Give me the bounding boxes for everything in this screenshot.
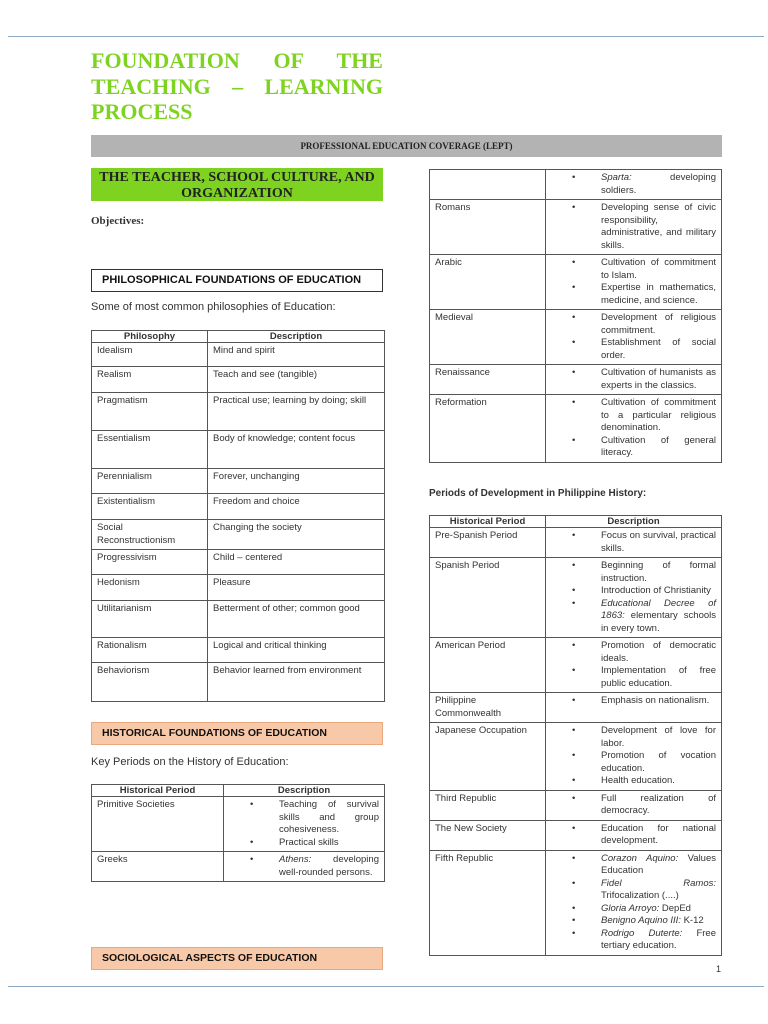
- bullet-item: [279, 799, 379, 837]
- philosophy-name: Realism: [92, 367, 208, 393]
- bullet-item: [601, 853, 716, 878]
- philosophy-description: Teach and see (tangible): [208, 367, 385, 393]
- bullet-item: [601, 903, 716, 916]
- bullet-list: [229, 854, 379, 879]
- bullet-list: [551, 367, 716, 392]
- table-row: [92, 469, 385, 494]
- bullet-text: Trifocalization (....): [601, 890, 679, 901]
- column-header-philosophy: Philosophy: [92, 331, 208, 343]
- coverage-banner: PROFESSIONAL EDUCATION COVERAGE (LEPT): [91, 135, 722, 157]
- period-name: American Period: [430, 638, 546, 693]
- period-name: The New Society: [430, 820, 546, 850]
- period-name: Arabic: [430, 255, 546, 310]
- table-row: [92, 550, 385, 575]
- bullet-item: [601, 172, 716, 197]
- column-header-description: Description: [224, 785, 385, 797]
- bullet-item: [601, 560, 716, 585]
- period-description: [546, 820, 722, 850]
- bullet-list: [551, 172, 716, 197]
- philosophy-name: Perennialism: [92, 469, 208, 494]
- bullet-text: developing well-rounded persons.: [279, 854, 379, 878]
- period-description: [546, 528, 722, 558]
- philosophy-description: Pleasure: [208, 575, 385, 601]
- bullet-text: Development of religious commitment.: [601, 312, 716, 336]
- philosophy-name: Behaviorism: [92, 663, 208, 702]
- bullet-text: Values Education: [601, 852, 716, 876]
- philosophy-name: Rationalism: [92, 638, 208, 663]
- table-row: [92, 797, 385, 852]
- objectives-label: Objectives:: [91, 215, 145, 227]
- bullet-item: [601, 435, 716, 460]
- bullet-text: Promotion of vocation education.: [601, 750, 716, 774]
- italic-term: Fidel Ramos:: [601, 877, 716, 889]
- bullet-text: Health education.: [601, 775, 675, 786]
- bullet-item: [601, 750, 716, 775]
- column-header-historical-period: Historical Period: [430, 516, 546, 528]
- bullet-text: Cultivation of humanists as experts in the classics.: [601, 367, 716, 391]
- bullet-item: [601, 915, 716, 928]
- period-description: [546, 310, 722, 365]
- period-description: [224, 797, 385, 852]
- period-description: [546, 365, 722, 395]
- period-name: Philippine Commonwealth: [430, 693, 546, 723]
- philosophy-name: Pragmatism: [92, 393, 208, 431]
- table-row: [92, 431, 385, 469]
- bullet-list: [551, 530, 716, 555]
- table-row: [92, 393, 385, 431]
- period-name: [430, 170, 546, 200]
- period-name: Primitive Societies: [92, 797, 224, 852]
- period-name: Medieval: [430, 310, 546, 365]
- bullet-list: [551, 695, 716, 708]
- table-row: [430, 638, 722, 693]
- bullet-list: [551, 640, 716, 690]
- historical-intro: Key Periods on the History of Education:: [91, 756, 289, 768]
- period-description: [546, 693, 722, 723]
- bullet-item: [601, 397, 716, 435]
- philosophy-description: Betterment of other; common good: [208, 601, 385, 638]
- period-description: [546, 638, 722, 693]
- bullet-item: [279, 837, 379, 850]
- bullet-text: Practical skills: [279, 836, 339, 848]
- bullet-item: [601, 257, 716, 282]
- philosophy-description: Body of knowledge; content focus: [208, 431, 385, 469]
- bullet-item: [601, 202, 716, 252]
- period-description: [546, 255, 722, 310]
- bullet-item: [601, 725, 716, 750]
- bullet-text: K-12: [680, 915, 704, 926]
- philosophy-name: Idealism: [92, 343, 208, 367]
- table-row: [430, 255, 722, 310]
- bullet-item: [601, 312, 716, 337]
- philosophy-name: Hedonism: [92, 575, 208, 601]
- italic-term: Rodrigo Duterte:: [601, 927, 683, 939]
- period-name: Third Republic: [430, 790, 546, 820]
- table-row: [92, 601, 385, 638]
- bullet-item: [601, 530, 716, 555]
- period-name: Spanish Period: [430, 558, 546, 638]
- table-row: [430, 170, 722, 200]
- bullet-list: [551, 793, 716, 818]
- bullet-item: [601, 598, 716, 636]
- bullet-item: [601, 367, 716, 392]
- bullet-item: [601, 775, 716, 788]
- table-row: [92, 638, 385, 663]
- philosophy-name: Utilitarianism: [92, 601, 208, 638]
- bullet-text: Cultivation of general literacy.: [601, 434, 716, 458]
- table-row: [92, 852, 385, 882]
- philosophy-description: Child – centered: [208, 550, 385, 575]
- table-row: [92, 494, 385, 520]
- italic-term: Sparta:: [601, 172, 632, 183]
- period-name: Pre-Spanish Period: [430, 528, 546, 558]
- history-periods-table-continued: [429, 169, 722, 463]
- bullet-text: Cultivation of commitment to Islam.: [601, 257, 716, 281]
- bullet-list: [551, 853, 716, 953]
- bullet-text: Cultivation of commitment to a particular religious denomination.: [601, 397, 716, 433]
- bullet-list: [229, 799, 379, 849]
- period-description: [224, 852, 385, 882]
- bullet-list: [551, 257, 716, 307]
- bullet-text: Emphasis on nationalism.: [601, 695, 710, 706]
- italic-term: Corazon Aquino:: [601, 852, 679, 864]
- bullet-item: [601, 337, 716, 362]
- bullet-item: [279, 854, 379, 879]
- footer-rule: [8, 986, 764, 987]
- column-header-historical-period: Historical Period: [92, 785, 224, 797]
- period-name: Greeks: [92, 852, 224, 882]
- period-name: Renaissance: [430, 365, 546, 395]
- bullet-text: Introduction of Christianity: [601, 585, 711, 596]
- period-description: [546, 200, 722, 255]
- historical-heading: HISTORICAL FOUNDATIONS OF EDUCATION: [91, 722, 383, 745]
- bullet-text: Beginning of formal instruction.: [601, 560, 716, 584]
- bullet-list: [551, 725, 716, 788]
- bullet-list: [551, 397, 716, 460]
- bullet-text: Expertise in mathematics, medicine, and science.: [601, 282, 716, 306]
- bullet-item: [601, 282, 716, 307]
- period-description: [546, 723, 722, 791]
- table-row: [430, 395, 722, 463]
- period-name: Fifth Republic: [430, 850, 546, 955]
- bullet-text: Implementation of free public education.: [601, 665, 716, 689]
- philosophical-intro: Some of most common philosophies of Education:: [91, 301, 336, 313]
- period-description: [546, 170, 722, 200]
- table-row: [430, 790, 722, 820]
- bullet-item: [601, 695, 716, 708]
- bullet-item: [601, 928, 716, 953]
- italic-term: Athens:: [279, 854, 312, 865]
- bullet-text: Focus on survival, practical skills.: [601, 530, 716, 554]
- period-name: Romans: [430, 200, 546, 255]
- bullet-text: developing soldiers.: [601, 172, 716, 196]
- philippine-history-heading: Periods of Development in Philippine History:: [429, 488, 647, 499]
- table-row: [430, 528, 722, 558]
- period-name: Japanese Occupation: [430, 723, 546, 791]
- philosophy-description: Changing the society: [208, 520, 385, 550]
- bullet-text: elementary schools in every town.: [601, 610, 716, 634]
- philosophy-name: Progressivism: [92, 550, 208, 575]
- philosophy-description: Forever, unchanging: [208, 469, 385, 494]
- bullet-item: [601, 665, 716, 690]
- italic-term: Gloria Arroyo:: [601, 902, 660, 914]
- header-rule: [8, 36, 764, 37]
- table-row: [430, 850, 722, 955]
- table-row: [92, 575, 385, 601]
- table-row: [430, 693, 722, 723]
- bullet-text: Full realization of democracy.: [601, 792, 716, 816]
- bullet-list: [551, 312, 716, 362]
- italic-term: Educational Decree of 1863:: [601, 597, 716, 621]
- column-header-description: Description: [208, 331, 385, 343]
- section-heading-teacher: THE TEACHER, SCHOOL CULTURE, AND ORGANIZATION: [91, 168, 383, 201]
- bullet-text: Education for national development.: [601, 822, 716, 846]
- table-row: [430, 723, 722, 791]
- bullet-text: DepEd: [659, 902, 691, 914]
- table-row: [430, 200, 722, 255]
- bullet-text: Developing sense of civic responsibility, administrative, and military skills.: [601, 202, 716, 251]
- bullet-item: [601, 585, 716, 598]
- column-header-description: Description: [546, 516, 722, 528]
- bullet-text: Teaching of survival skills and group cohesiveness.: [279, 799, 379, 835]
- page-number: 1: [716, 964, 722, 974]
- table-row: [92, 520, 385, 550]
- bullet-item: [601, 640, 716, 665]
- bullet-text: Promotion of democratic ideals.: [601, 640, 716, 664]
- period-description: [546, 395, 722, 463]
- philosophy-name: Essentialism: [92, 431, 208, 469]
- bullet-item: [601, 823, 716, 848]
- philosophy-description: Behavior learned from environment: [208, 663, 385, 702]
- table-row: [92, 343, 385, 367]
- philosophical-heading: PHILOSOPHICAL FOUNDATIONS OF EDUCATION: [91, 269, 383, 292]
- philosophy-description: Logical and critical thinking: [208, 638, 385, 663]
- bullet-list: [551, 823, 716, 848]
- bullet-text: Development of love for labor.: [601, 725, 716, 749]
- table-row: [430, 820, 722, 850]
- philosophy-description: Practical use; learning by doing; skill: [208, 393, 385, 431]
- philippine-history-table: [429, 515, 722, 956]
- bullet-item: [601, 878, 716, 903]
- bullet-list: [551, 560, 716, 635]
- table-row: [92, 663, 385, 702]
- philosophy-description: Mind and spirit: [208, 343, 385, 367]
- philosophy-table: [91, 330, 385, 702]
- period-description: [546, 850, 722, 955]
- period-name: Reformation: [430, 395, 546, 463]
- bullet-text: Establishment of social order.: [601, 337, 716, 361]
- document-title: FOUNDATION OF THE TEACHING – LEARNING PROCESS: [91, 48, 383, 124]
- italic-term: Benigno Aquino III:: [601, 915, 681, 926]
- table-row: [92, 367, 385, 393]
- bullet-list: [551, 202, 716, 252]
- period-description: [546, 558, 722, 638]
- table-row: [430, 310, 722, 365]
- bullet-item: [601, 793, 716, 818]
- philosophy-name: Existentialism: [92, 494, 208, 520]
- philosophy-name: Social Reconstructionism: [92, 520, 208, 550]
- bullet-text: Free tertiary education.: [601, 927, 716, 951]
- period-description: [546, 790, 722, 820]
- table-row: [430, 365, 722, 395]
- table-row: [430, 558, 722, 638]
- sociological-heading: SOCIOLOGICAL ASPECTS OF EDUCATION: [91, 947, 383, 970]
- history-periods-table: [91, 784, 385, 882]
- philosophy-description: Freedom and choice: [208, 494, 385, 520]
